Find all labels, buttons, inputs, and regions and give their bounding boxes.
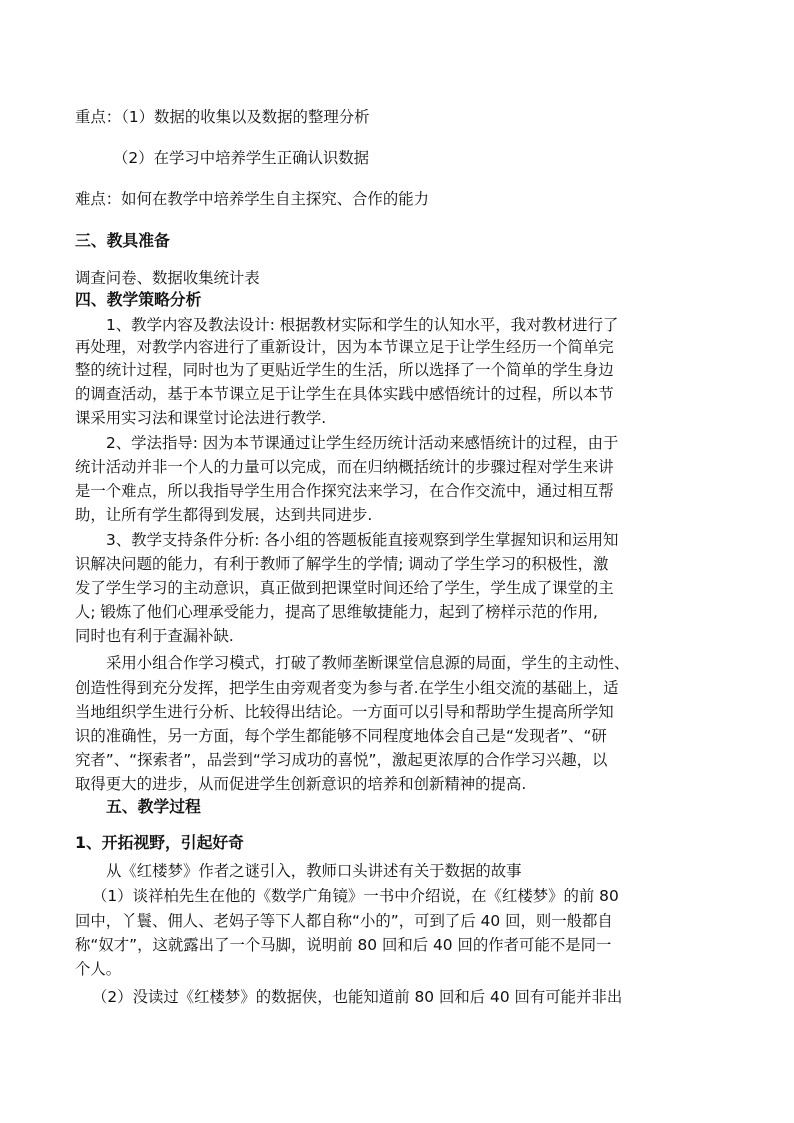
section-5-heading: 五、教学过程 bbox=[106, 797, 201, 816]
paragraph-line: 取得更大的进步，从而促进学生创新意识的培养和创新精神的提高. bbox=[75, 775, 527, 793]
paragraph-line: （1）谈祥柏先生在他的《数学广角镜》一书中介绍说，在《红楼梦》的前 80 bbox=[92, 887, 619, 905]
paragraph-line: 整的统计过程，同时也为了更贴近学生的生活，所以选择了一个简单的学生身边 bbox=[75, 361, 614, 379]
paragraph-line: 3、教学支持条件分析: 各小组的答题板能直接观察到学生掌握知识和运用知 bbox=[106, 531, 619, 549]
paragraph-line: 1、教学内容及教法设计: 根据教材实际和学生的认知水平，我对教材进行了 bbox=[106, 316, 619, 334]
paragraph-line: 究者”、“探索者”，品尝到“学习成功的喜悦”，激起更浓厚的合作学习兴趣，以 bbox=[75, 751, 608, 769]
paragraph-line: 统计活动并非一个人的力量可以完成，而在归纳概括统计的步骤过程对学生来讲 bbox=[75, 458, 614, 476]
key-point-2: （2）在学习中培养学生正确认识数据 bbox=[113, 149, 370, 167]
paragraph-line: 识解决问题的能力，有利于教师了解学生的学情; 调动了学生学习的积极性，激 bbox=[75, 555, 609, 573]
section-3-heading: 三、教具准备 bbox=[75, 231, 170, 250]
paragraph-line: 再处理，对教学内容进行了重新设计，因为本节课立足于让学生经历一个简单完 bbox=[75, 338, 614, 356]
section-5-subheading: 1、开拓视野，引起好奇 bbox=[75, 833, 244, 852]
paragraph-line: 课采用实习法和课堂讨论法进行教学. bbox=[75, 409, 327, 427]
paragraph-line: 个人。 bbox=[75, 960, 122, 978]
paragraph-line: （2）没读过《红楼梦》的数据侠，也能知道前 80 回和后 40 回有可能并非出 bbox=[92, 988, 623, 1006]
paragraph-line: 的调查活动，基于本节课立足于让学生在具体实践中感悟统计的过程，所以本节 bbox=[75, 385, 614, 403]
key-point-1: 重点：（1）数据的收集以及数据的整理分析 bbox=[75, 108, 370, 126]
paragraph-line: 采用小组合作学习模式，打破了教师垄断课堂信息源的局面，学生的主动性、 bbox=[106, 654, 630, 672]
difficulty-point: 难点：如何在教学中培养学生自主探究、合作的能力 bbox=[75, 190, 429, 208]
paragraph-line: 从《红楼梦》作者之谜引入，教师口头讲述有关于数据的故事 bbox=[106, 862, 522, 880]
paragraph-line: 助，让所有学生都得到发展，达到共同进步. bbox=[75, 506, 373, 524]
paragraph-line: 2、学法指导: 因为本节课通过让学生经历统计活动来感悟统计的过程，由于 bbox=[106, 434, 619, 452]
paragraph-line: 人; 锻炼了他们心理承受能力，提高了思维敏捷能力，起到了榜样示范的作用, bbox=[75, 603, 598, 621]
paragraph-line: 识的准确性，另一方面，每个学生都能够不同程度地体会自己是“发现者”、“研 bbox=[75, 727, 607, 745]
section-3-body: 调查问卷、数据收集统计表 bbox=[75, 269, 260, 287]
paragraph-line: 回中，丫鬟、佣人、老妈子等下人都自称“小的”，可到了后 40 回，则一般都自 bbox=[75, 912, 613, 930]
paragraph-line: 创造性得到充分发挥，把学生由旁观者变为参与者.在学生小组交流的基础上，适 bbox=[75, 679, 619, 697]
paragraph-line: 是一个难点，所以我指导学生用合作探究法来学习，在合作交流中，通过相互帮 bbox=[75, 482, 614, 500]
paragraph-line: 同时也有利于查漏补缺. bbox=[75, 627, 234, 645]
paragraph-line: 称“奴才”，这就露出了一个马脚，说明前 80 回和后 40 回的作者可能不是同一 bbox=[75, 936, 612, 954]
section-4-heading: 四、教学策略分析 bbox=[75, 290, 202, 309]
paragraph-line: 发了学生学习的主动意识，真正做到把课堂时间还给了学生，学生成了课堂的主 bbox=[75, 579, 614, 597]
paragraph-line: 当地组织学生进行分析、比较得出结论。一方面可以引导和帮助学生提高所学知 bbox=[75, 703, 614, 721]
